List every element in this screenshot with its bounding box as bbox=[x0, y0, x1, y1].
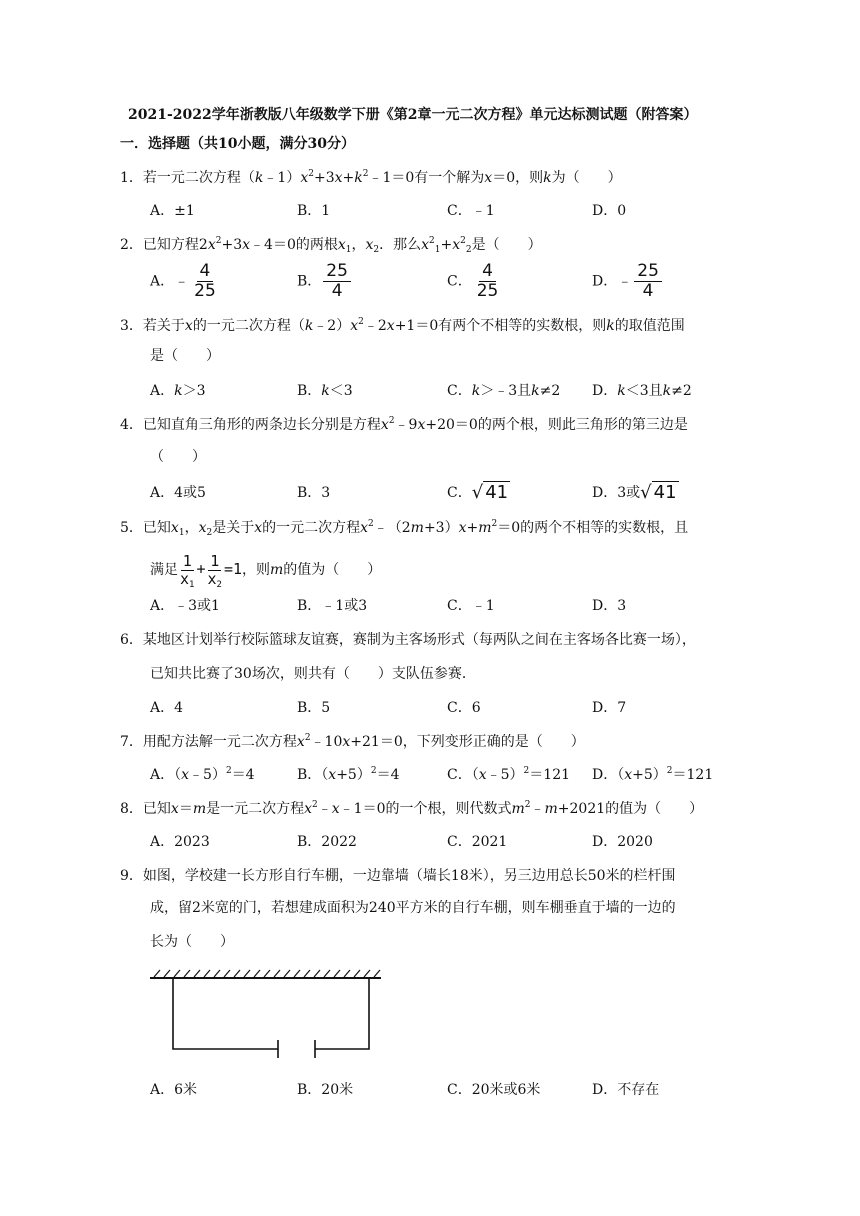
q6-option-b: B．5 bbox=[297, 700, 331, 716]
q1-option-d: D．0 bbox=[592, 203, 627, 219]
fence-right-part bbox=[315, 978, 369, 1049]
document-title: 2021-2022学年浙教版八年级数学下册《第2章一元二次方程》单元达标测试题（附答案） bbox=[128, 107, 698, 123]
wall-hatching bbox=[154, 970, 380, 977]
question-8: 8．已知x＝m是一元二次方程$x^2﹣x﹣1=0$的一个根，则代数式$m^2﹣m+2021$的值为（ ） bbox=[120, 800, 704, 817]
q8-option-b: B．2022 bbox=[297, 834, 357, 850]
q4-option-d: D．3或√ 41 bbox=[592, 482, 677, 503]
q5-option-a: A．﹣3或1 bbox=[150, 598, 220, 614]
question-1: 1．若一元二次方程$(k﹣1)x^2+3x+k^2﹣1=0$有一个解为x＝0，则k为（ ） bbox=[120, 169, 622, 186]
q7-option-d: D．$(x+5)^2=121$ bbox=[592, 766, 714, 783]
q8-option-c: C．2021 bbox=[447, 834, 508, 850]
question-4-line-2: （ ） bbox=[150, 449, 206, 465]
q1-option-a: A．±1 bbox=[150, 203, 195, 219]
question-6-line-2: 已知共比赛了30场次，则共有（ ）支队伍参赛． bbox=[150, 666, 476, 682]
q1-option-c: C．﹣1 bbox=[447, 203, 495, 219]
q4-option-c: C．√ 41 bbox=[447, 482, 509, 503]
q9-option-d: D．不存在 bbox=[592, 1082, 660, 1098]
question-5: 5．已知$x_1$，$x_2$是关于x的一元二次方程$x^2﹣(2m+3)x+m^2=0$的两个不相等的实数根，且 bbox=[120, 519, 689, 538]
q4-option-a: A．4或5 bbox=[150, 485, 206, 501]
question-3: 3．若关于x的一元二次方程$(k﹣2)x^2﹣2x+1=0$有两个不相等的实数根，则k的取值范围 bbox=[120, 317, 685, 334]
q3-option-b: B．k＜3 bbox=[297, 383, 353, 399]
q1-option-b: B．1 bbox=[297, 203, 331, 219]
question-9-line-2: 成，留2米宽的门，若想建成面积为240平方米的自行车棚，则车棚垂直于墙的一边的 bbox=[150, 900, 676, 916]
q3-option-d: D．k＜3且k≠2 bbox=[592, 383, 692, 399]
q6-option-c: C．6 bbox=[447, 700, 481, 716]
question-9-line-3: 长为（ ） bbox=[150, 934, 234, 950]
fence-left-part bbox=[173, 978, 278, 1049]
q8-option-d: D．2020 bbox=[592, 834, 653, 850]
q9-option-c: C．20米或6米 bbox=[447, 1082, 541, 1098]
q5-option-c: C．﹣1 bbox=[447, 598, 495, 614]
question-7: 7．用配方法解一元二次方程$x^2﹣10x+21=0$，下列变形正确的是（ ） bbox=[120, 733, 585, 750]
q9-option-b: B．20米 bbox=[297, 1082, 354, 1098]
q9-option-a: A．6米 bbox=[150, 1082, 198, 1098]
bike-shed-diagram bbox=[148, 966, 388, 1066]
section-heading: 一．选择题（共10小题，满分30分） bbox=[120, 136, 355, 152]
q2-option-c: C． $\frac{4}{25}$ bbox=[447, 261, 499, 301]
question-5-line-2: 满足 $\frac{1}{x_1}$ + $\frac{1}{x_2}$ =1，则m的值为（ ） bbox=[150, 551, 382, 590]
question-3-line-2: 是（ ） bbox=[150, 348, 220, 364]
question-4: 4．已知直角三角形的两条边长分别是方程$x^2﹣9x+20=0$的两个根，则此三角形的第三边是 bbox=[120, 416, 688, 433]
q5-option-b: B．﹣1或3 bbox=[297, 598, 368, 614]
q3-option-c: C．k＞﹣3且k≠2 bbox=[447, 383, 561, 399]
q3-option-a: A．k＞3 bbox=[150, 383, 206, 399]
q8-option-a: A．2023 bbox=[150, 834, 210, 850]
q6-option-a: A．4 bbox=[150, 700, 184, 716]
q5-option-d: D．3 bbox=[592, 598, 627, 614]
question-6: 6．某地区计划举行校际篮球友谊赛，赛制为主客场形式（每两队之间在主客场各比赛一场）， bbox=[120, 632, 696, 648]
q2-option-b: B． $\frac{25}{4}$ bbox=[297, 262, 353, 301]
q6-option-d: D．7 bbox=[592, 700, 627, 716]
q2-option-d: D．﹣ $\frac{25}{4}$ bbox=[592, 262, 664, 301]
q7-option-a: A．（x﹣5）$^2$＝4 bbox=[150, 766, 255, 783]
q2-option-a: A．﹣ $\frac{4}{25}$ bbox=[150, 261, 216, 301]
q7-option-c: C．（x﹣5）$^2$＝121 bbox=[447, 766, 571, 783]
q7-option-b: B．$(x+5)^2=4$ bbox=[297, 766, 400, 783]
question-9: 9．如图，学校建一长方形自行车棚，一边靠墙（墙长18米），另三边用总长50米的栏杆围 bbox=[120, 868, 676, 884]
question-2: 2．已知方程$2x^2+3x﹣4=0$的两根$x_1$，$x_2$．那么$x^2_1+x^2_2$是（ ） bbox=[120, 236, 542, 255]
q4-option-b: B．3 bbox=[297, 485, 331, 501]
